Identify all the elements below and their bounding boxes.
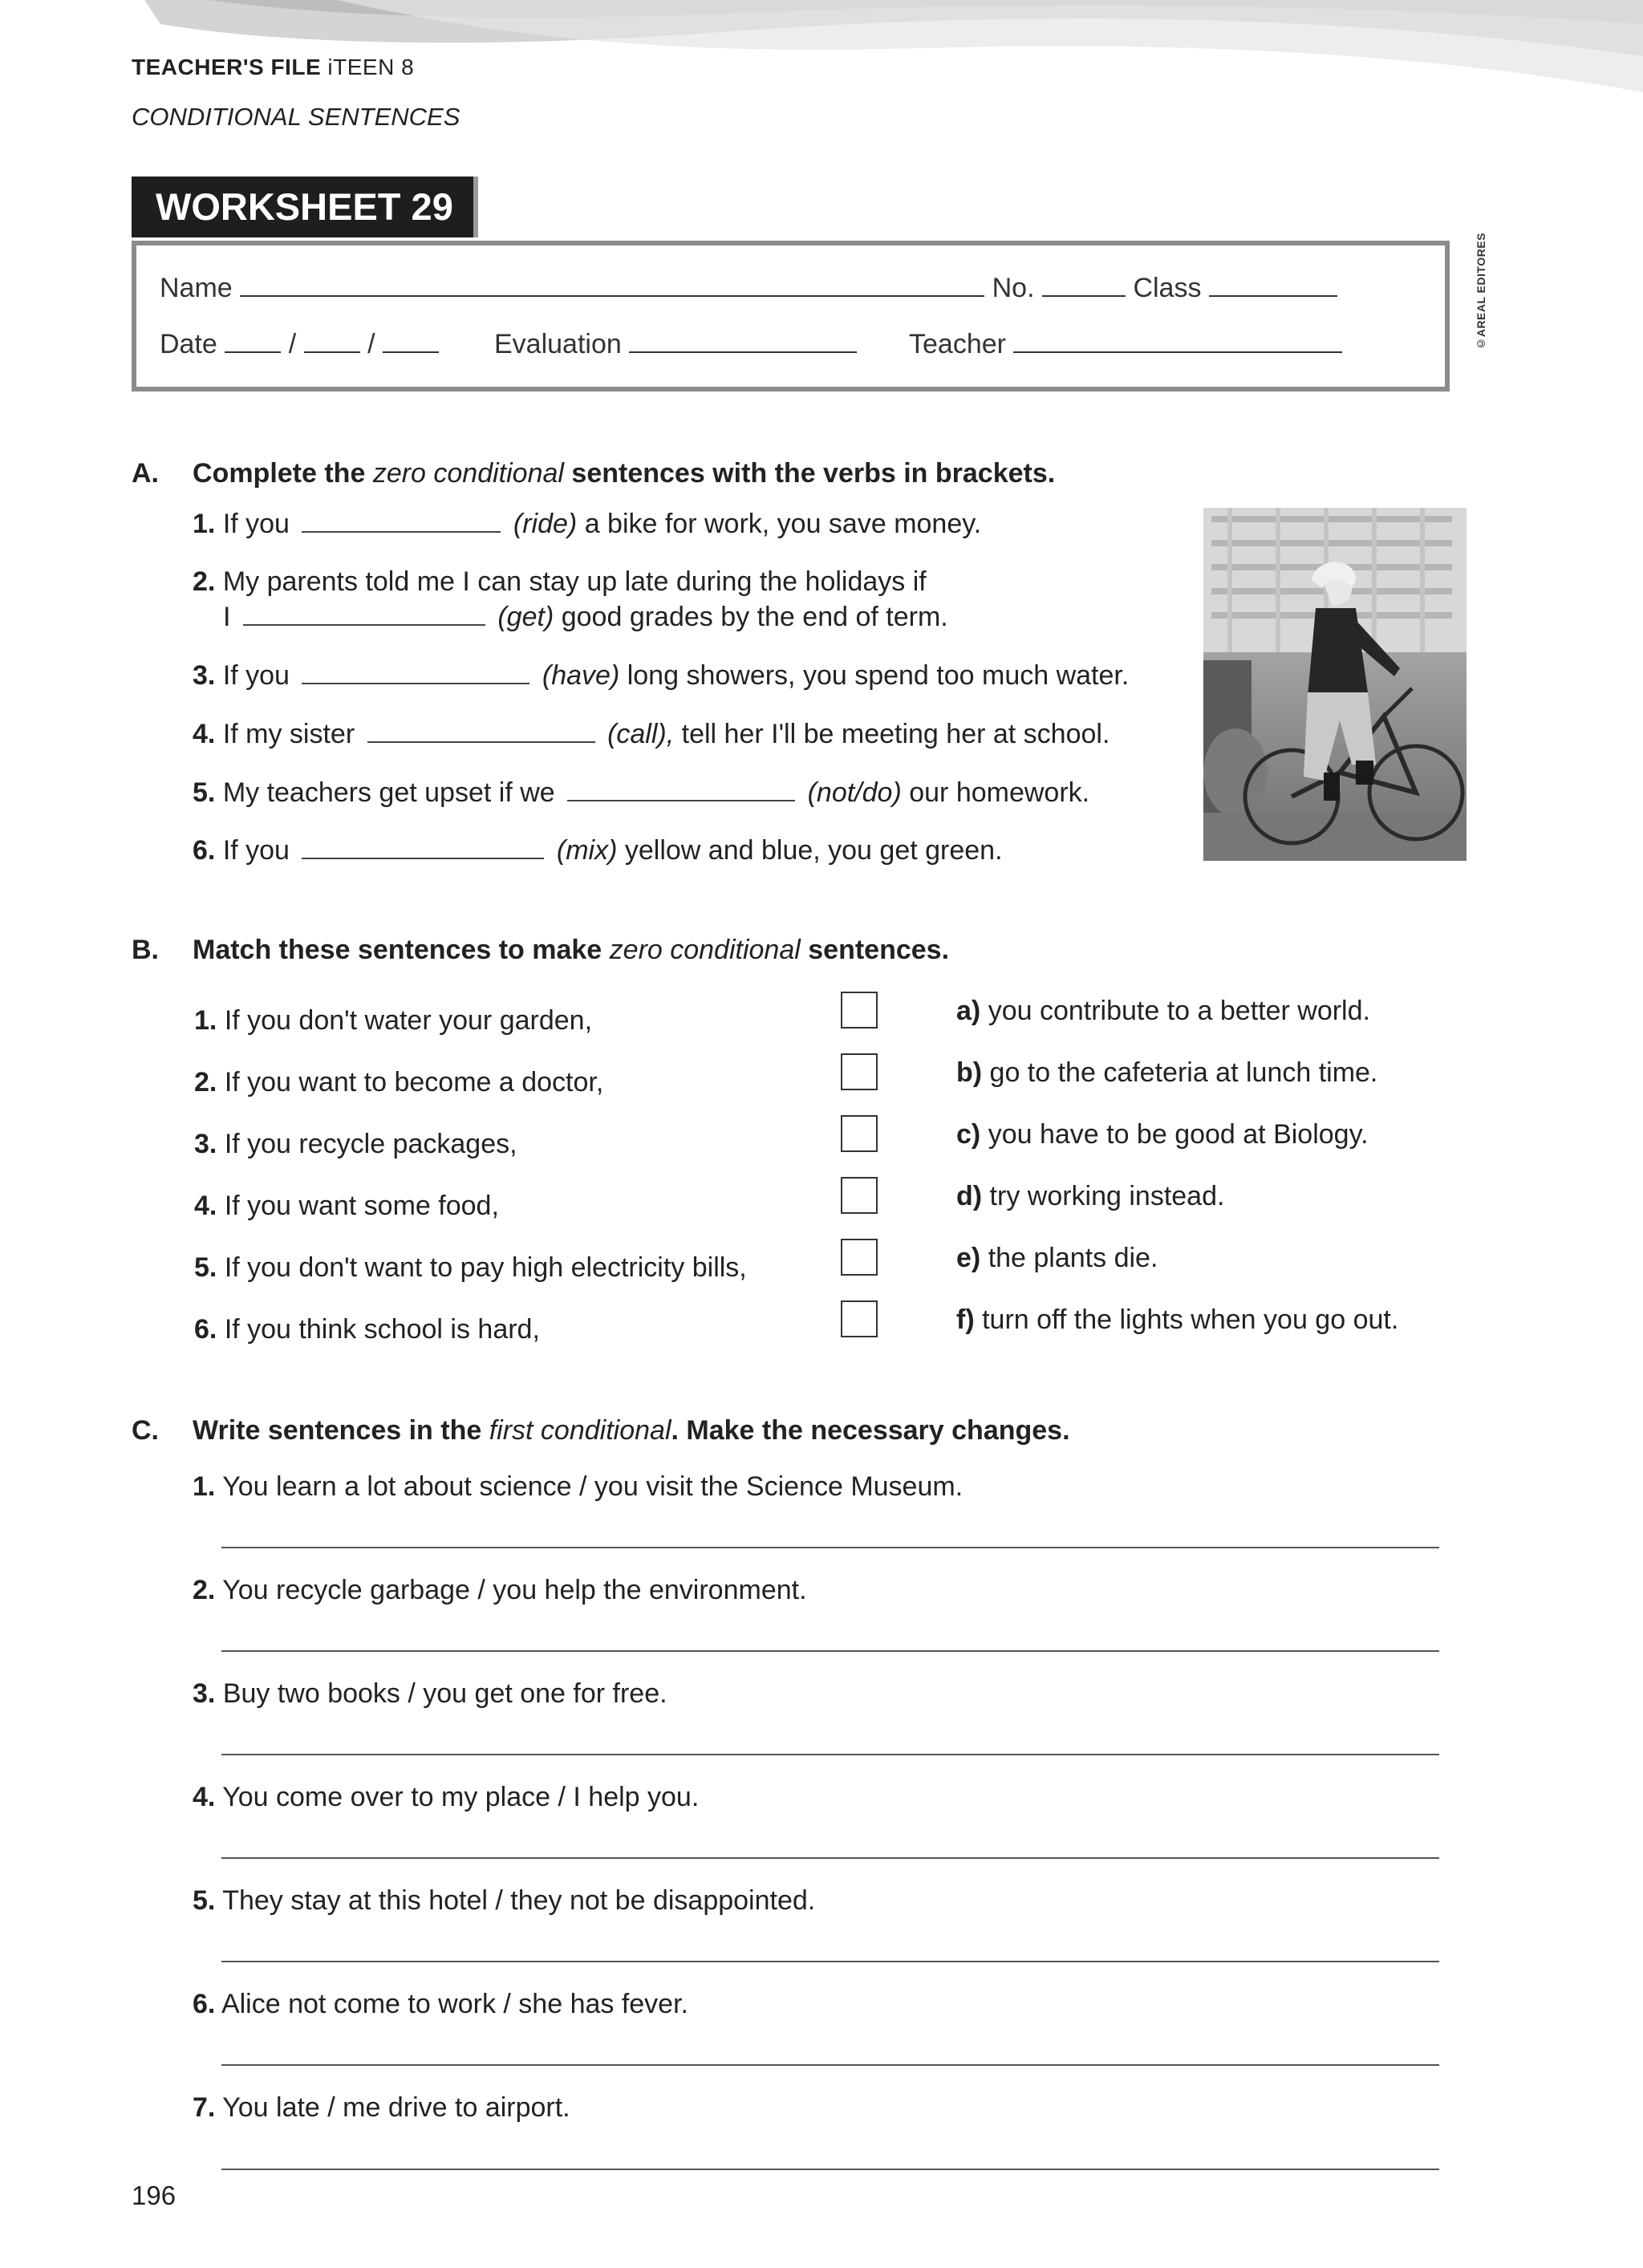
section-b-title bbox=[193, 935, 949, 966]
match-right-item-f bbox=[956, 1304, 1398, 1336]
match-right-item-a bbox=[956, 996, 1370, 1027]
answer-line-4[interactable] bbox=[221, 1857, 1439, 1859]
date-month-line[interactable] bbox=[304, 331, 360, 353]
section-c-title-italic: first conditional bbox=[489, 1415, 671, 1446]
item-text: You recycle garbage / you help the environment. bbox=[222, 1575, 807, 1605]
match-left-item-3 bbox=[194, 1129, 517, 1160]
date-year-line[interactable] bbox=[383, 331, 439, 353]
match-right-item-c bbox=[956, 1119, 1369, 1150]
item-text: They stay at this hotel / they not be disappointed. bbox=[222, 1885, 816, 1916]
item-number: 5. bbox=[193, 777, 216, 808]
match-left-item-2 bbox=[194, 1067, 603, 1098]
section-a-title bbox=[193, 458, 1055, 489]
answer-blank[interactable] bbox=[302, 509, 501, 533]
answer-blank[interactable] bbox=[367, 719, 595, 743]
item-number: 5. bbox=[194, 1252, 217, 1283]
date-slash: / bbox=[288, 329, 297, 359]
section-b-title-text: Match these sentences to make bbox=[193, 935, 602, 965]
match-left-item-1 bbox=[194, 1005, 592, 1037]
page-number: 196 bbox=[132, 2181, 176, 2210]
item-text: If you bbox=[222, 835, 290, 866]
item-text: a bike for work, you save money. bbox=[584, 509, 982, 539]
verb-hint: (ride) bbox=[513, 509, 578, 539]
match-answer-box-6[interactable] bbox=[841, 1300, 878, 1337]
item-text: If you think school is hard, bbox=[224, 1314, 540, 1345]
item-text: You come over to my place / I help you. bbox=[222, 1782, 700, 1812]
verb-hint: (not/do) bbox=[807, 777, 902, 808]
section-a-item-2 bbox=[193, 566, 927, 598]
answer-blank[interactable] bbox=[302, 835, 544, 859]
item-text: My teachers get upset if we bbox=[222, 777, 555, 808]
item-text: long showers, you spend too much water. bbox=[627, 660, 1130, 691]
item-number: 5. bbox=[193, 1885, 216, 1916]
item-number: 6. bbox=[193, 835, 216, 866]
match-answer-box-3[interactable] bbox=[841, 1115, 878, 1152]
copyright-notice: ©AREAL EDITORES bbox=[1475, 233, 1487, 351]
section-a-title-text: Complete the bbox=[193, 458, 366, 489]
section-a-title-text: sentences with the verbs in brackets. bbox=[571, 458, 1056, 489]
teachers-file-label: TEACHER'S FILE bbox=[132, 55, 322, 79]
name-field bbox=[160, 273, 1337, 304]
evaluation-field bbox=[494, 329, 857, 360]
section-a-item-6 bbox=[193, 835, 1003, 866]
teachers-file-header bbox=[132, 55, 414, 80]
section-a-item-3 bbox=[193, 660, 1129, 692]
answer-blank[interactable] bbox=[567, 777, 795, 801]
number-label: No. bbox=[992, 273, 1035, 303]
item-number: 3. bbox=[194, 1129, 217, 1159]
answer-line-3[interactable] bbox=[221, 1754, 1439, 1755]
section-c-title bbox=[193, 1415, 1070, 1446]
match-left-item-6 bbox=[194, 1314, 540, 1345]
item-text: turn off the lights when you go out. bbox=[982, 1304, 1399, 1335]
section-c-item-2 bbox=[193, 1575, 807, 1606]
number-input-line[interactable] bbox=[1042, 274, 1126, 297]
section-a-title-italic: zero conditional bbox=[372, 458, 564, 489]
answer-line-6[interactable] bbox=[221, 2064, 1439, 2066]
item-number: 6. bbox=[193, 1989, 216, 2019]
verb-hint: (call), bbox=[607, 719, 675, 749]
item-text: If you recycle packages, bbox=[224, 1129, 517, 1159]
section-a-item-5 bbox=[193, 777, 1089, 809]
section-c-item-5 bbox=[193, 1885, 815, 1917]
item-number: 4. bbox=[193, 719, 216, 749]
section-b-letter: B. bbox=[132, 935, 159, 965]
answer-line-5[interactable] bbox=[221, 1961, 1439, 1962]
item-text: good grades by the end of term. bbox=[561, 602, 948, 632]
item-text: If you don't water your garden, bbox=[224, 1005, 593, 1036]
item-letter: d) bbox=[956, 1181, 983, 1211]
woman-cycling-photo bbox=[1203, 508, 1467, 861]
section-c-item-1 bbox=[193, 1471, 963, 1503]
answer-line-1[interactable] bbox=[221, 1547, 1439, 1548]
item-text: the plants die. bbox=[988, 1243, 1158, 1273]
match-answer-box-4[interactable] bbox=[841, 1177, 878, 1214]
section-a-item-2-line2 bbox=[223, 602, 948, 633]
item-number: 3. bbox=[193, 1678, 216, 1709]
match-right-item-b bbox=[956, 1057, 1377, 1089]
item-text: If you don't want to pay high electricity bills, bbox=[224, 1252, 747, 1283]
date-label: Date bbox=[160, 329, 217, 359]
class-input-line[interactable] bbox=[1209, 274, 1337, 297]
class-label: Class bbox=[1133, 273, 1202, 303]
item-number: 2. bbox=[194, 1067, 217, 1097]
section-c-title-text: Write sentences in the bbox=[193, 1415, 482, 1446]
item-text: If you want to become a doctor, bbox=[224, 1067, 604, 1097]
section-a-item-4 bbox=[193, 719, 1110, 750]
section-a-item-1 bbox=[193, 509, 981, 540]
item-number: 3. bbox=[193, 660, 216, 691]
match-answer-box-2[interactable] bbox=[841, 1053, 878, 1090]
match-left-item-4 bbox=[194, 1191, 499, 1222]
name-input-line[interactable] bbox=[240, 274, 984, 297]
section-c-letter: C. bbox=[132, 1415, 159, 1446]
match-answer-box-1[interactable] bbox=[841, 992, 878, 1029]
item-number: 1. bbox=[193, 1471, 216, 1502]
section-c-title-text: . Make the necessary changes. bbox=[671, 1415, 1070, 1446]
student-info-box bbox=[132, 241, 1450, 392]
section-b-title-italic: zero conditional bbox=[609, 935, 801, 965]
item-number: 2. bbox=[193, 1575, 216, 1605]
section-b-title-text: sentences. bbox=[808, 935, 950, 965]
teacher-label: Teacher bbox=[909, 329, 1006, 359]
item-number: 2. bbox=[193, 566, 216, 597]
item-text: If you bbox=[222, 660, 290, 691]
date-day-line[interactable] bbox=[225, 331, 281, 353]
item-text: you have to be good at Biology. bbox=[988, 1119, 1369, 1150]
item-text: our homework. bbox=[909, 777, 1090, 808]
series-label: iTEEN 8 bbox=[327, 55, 415, 79]
item-number: 4. bbox=[193, 1782, 216, 1812]
evaluation-input-line[interactable] bbox=[629, 331, 857, 353]
section-c-item-3 bbox=[193, 1678, 667, 1710]
verb-hint: (get) bbox=[497, 602, 554, 632]
evaluation-label: Evaluation bbox=[494, 329, 622, 359]
item-number: 1. bbox=[193, 509, 216, 539]
section-a-letter: A. bbox=[132, 458, 159, 489]
worksheet-title: WORKSHEET 29 bbox=[132, 176, 478, 237]
teacher-field bbox=[909, 329, 1342, 360]
item-text: Alice not come to work / she has fever. bbox=[221, 1989, 688, 2019]
item-number: 7. bbox=[193, 2092, 216, 2123]
item-number: 4. bbox=[194, 1191, 217, 1221]
item-number: 6. bbox=[194, 1314, 217, 1345]
item-letter: c) bbox=[956, 1119, 981, 1150]
item-letter: f) bbox=[956, 1304, 975, 1335]
item-text: go to the cafeteria at lunch time. bbox=[989, 1057, 1378, 1088]
match-right-item-d bbox=[956, 1181, 1224, 1212]
item-text: try working instead. bbox=[989, 1181, 1225, 1211]
teacher-input-line[interactable] bbox=[1013, 331, 1342, 353]
item-text: Buy two books / you get one for free. bbox=[222, 1678, 667, 1709]
item-text: yellow and blue, you get green. bbox=[624, 835, 1003, 866]
match-right-item-e bbox=[956, 1243, 1158, 1274]
date-slash: / bbox=[367, 329, 375, 359]
verb-hint: (have) bbox=[542, 660, 620, 691]
match-answer-box-5[interactable] bbox=[841, 1239, 878, 1276]
item-letter: a) bbox=[956, 996, 981, 1026]
verb-hint: (mix) bbox=[556, 835, 618, 866]
answer-blank[interactable] bbox=[243, 602, 485, 626]
item-text: you contribute to a better world. bbox=[988, 996, 1370, 1026]
topic-heading: CONDITIONAL SENTENCES bbox=[132, 103, 460, 131]
name-label: Name bbox=[160, 273, 233, 303]
answer-blank[interactable] bbox=[302, 660, 529, 684]
item-text: If you bbox=[222, 509, 290, 539]
item-text: My parents told me I can stay up late during the holidays if bbox=[222, 566, 927, 597]
item-text: If you want some food, bbox=[224, 1191, 499, 1221]
section-c-item-7 bbox=[193, 2092, 570, 2124]
item-text: I bbox=[223, 602, 231, 632]
item-letter: b) bbox=[956, 1057, 983, 1088]
item-text: If my sister bbox=[222, 719, 355, 749]
item-text: You learn a lot about science / you visit the Science Museum. bbox=[222, 1471, 963, 1502]
item-text: tell her I'll be meeting her at school. bbox=[681, 719, 1110, 749]
item-letter: e) bbox=[956, 1243, 981, 1273]
section-c-item-6 bbox=[193, 1989, 688, 2020]
section-c-item-4 bbox=[193, 1782, 699, 1813]
answer-line-7[interactable] bbox=[221, 2169, 1439, 2170]
answer-line-2[interactable] bbox=[221, 1650, 1439, 1652]
item-text: You late / me drive to airport. bbox=[222, 2092, 570, 2123]
match-left-item-5 bbox=[194, 1252, 747, 1284]
item-number: 1. bbox=[194, 1005, 217, 1036]
date-field bbox=[160, 329, 439, 360]
